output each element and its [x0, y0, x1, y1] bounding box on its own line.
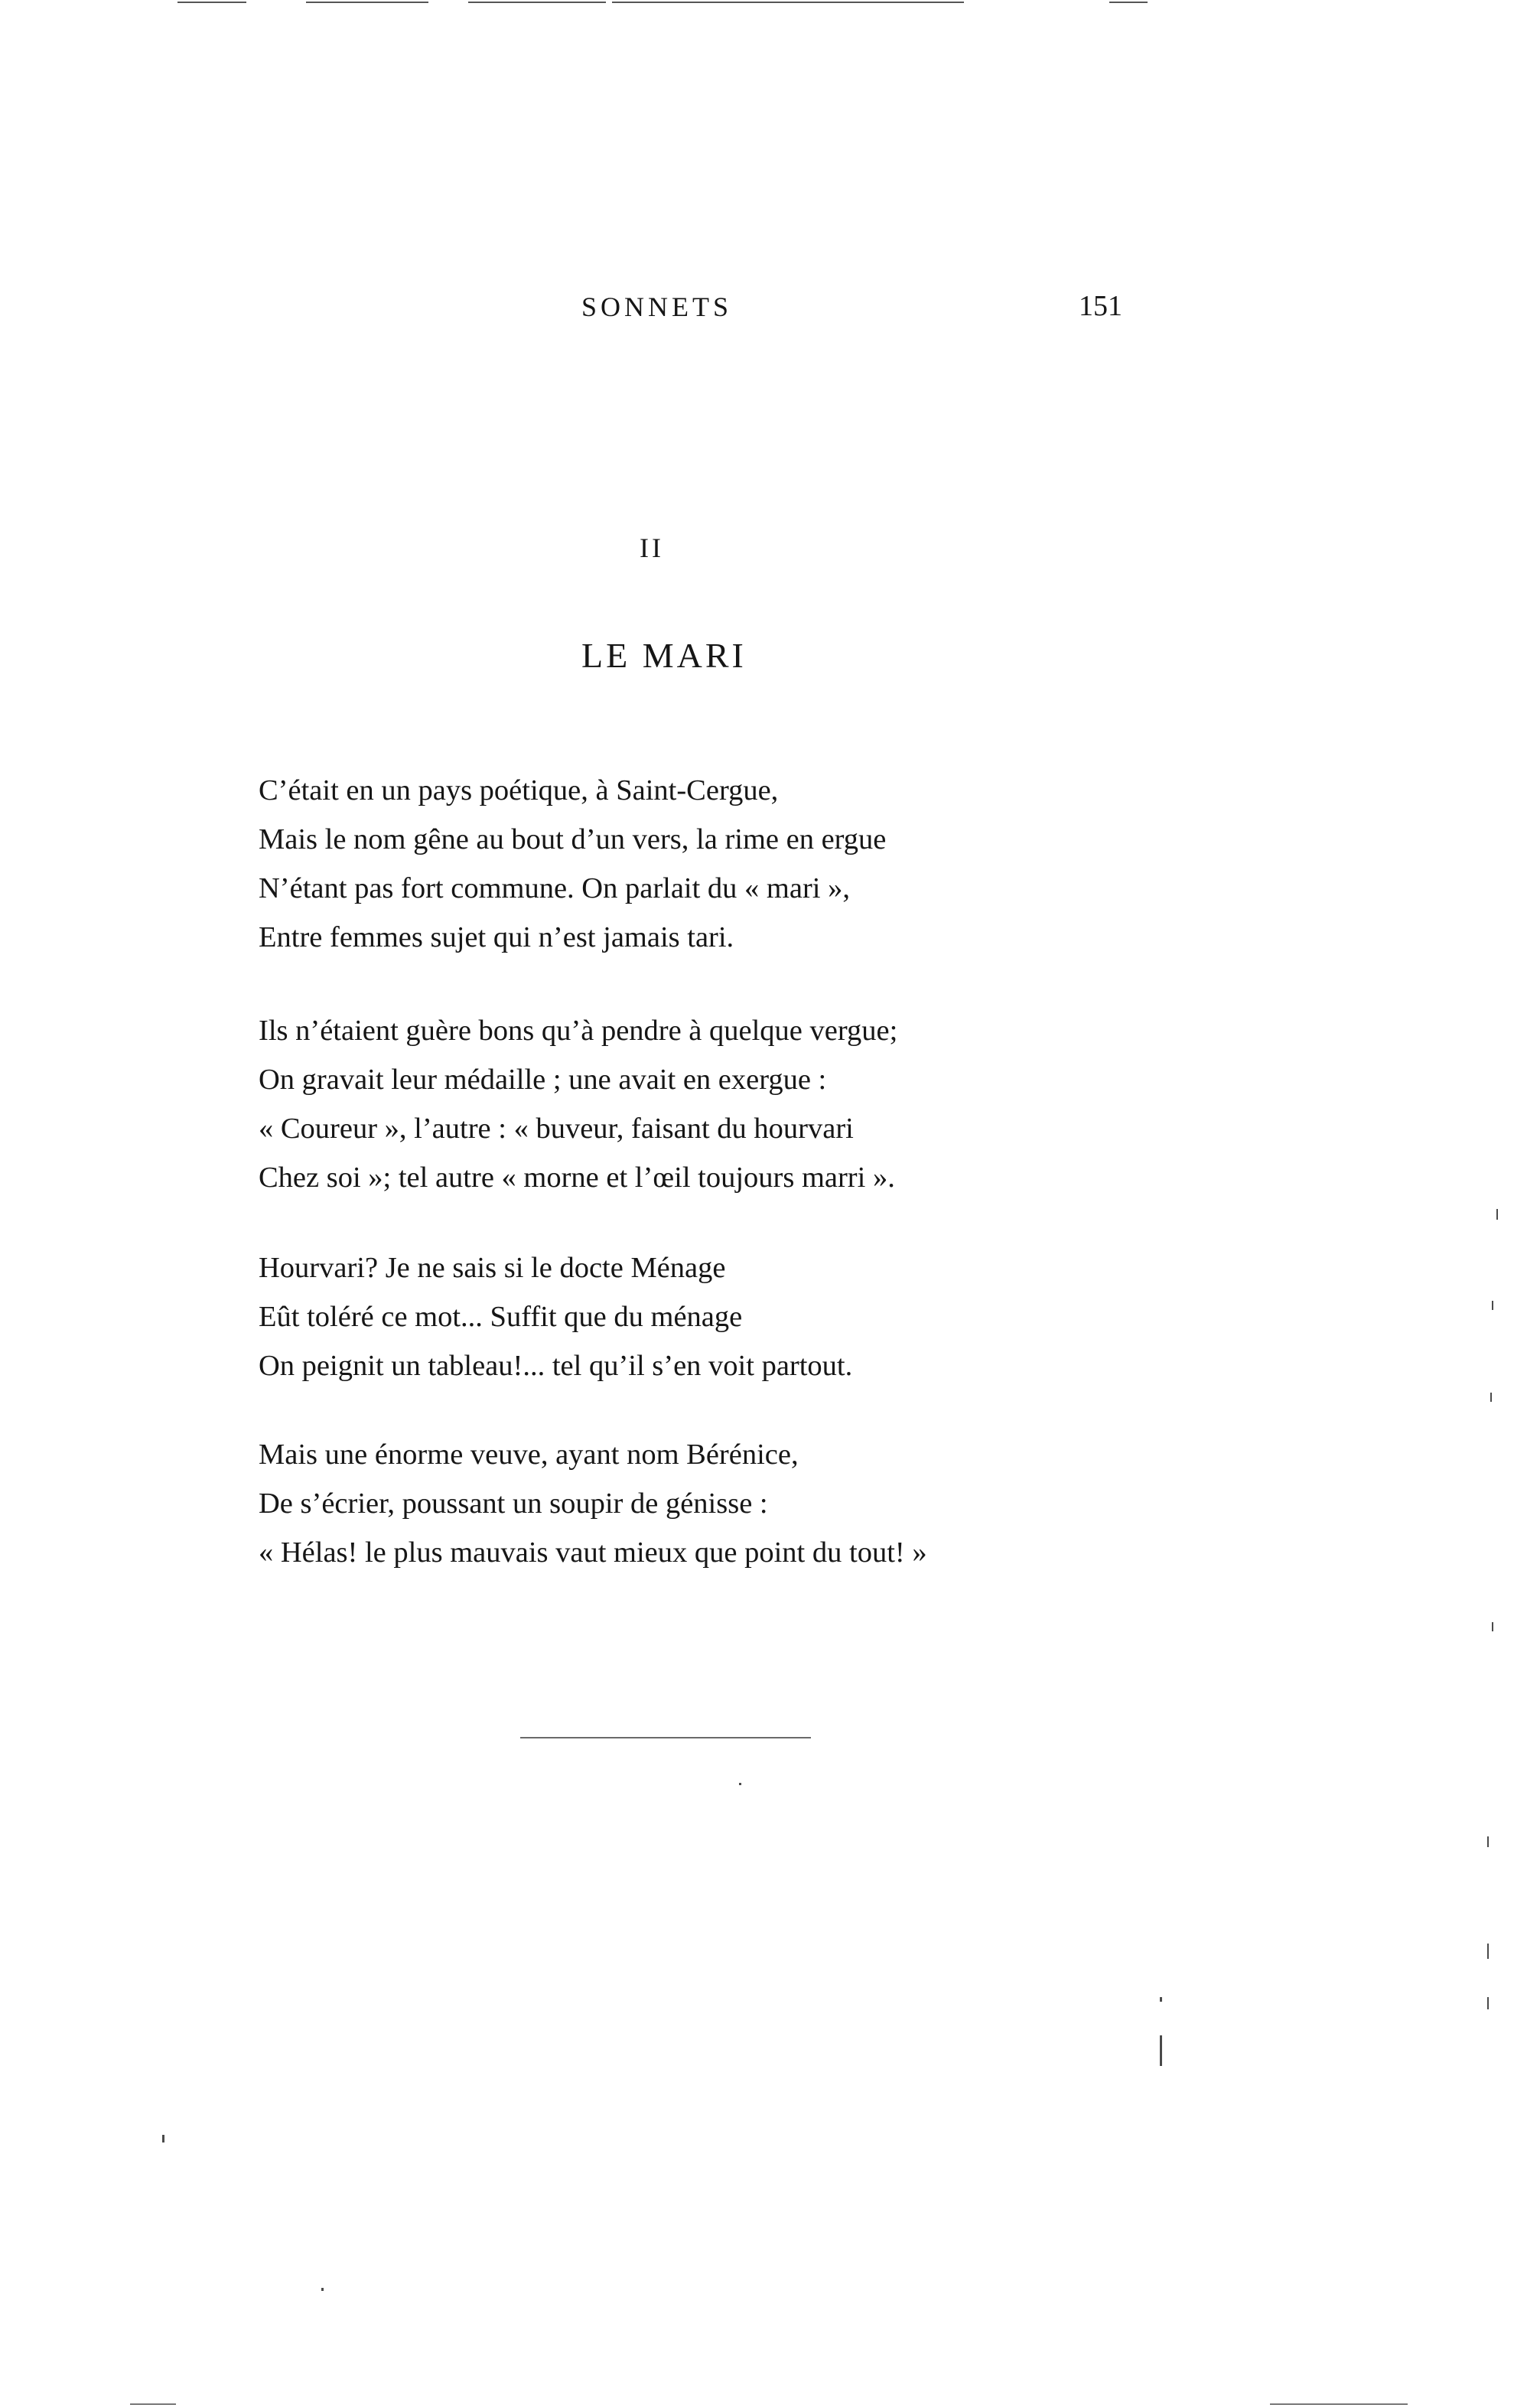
top-edge-rule: [468, 2, 606, 3]
verse-line: On peignit un tableau!... tel qu’il s’en voit partout.: [259, 1350, 853, 1382]
scan-speck: [1492, 1622, 1493, 1631]
bottom-edge-rule: [1270, 2403, 1408, 2405]
running-head: SONNETS: [581, 292, 733, 322]
top-edge-rule: [306, 2, 428, 3]
verse-line: De s’écrier, poussant un soupir de génisse :: [259, 1487, 768, 1520]
verse-line: On gravait leur médaille ; une avait en exergue :: [259, 1064, 827, 1096]
verse-line: Hourvari? Je ne sais si le docte Ménage: [259, 1252, 726, 1284]
stanza: [259, 766, 886, 962]
verse-line: Eût toléré ce mot... Suffit que du ménage: [259, 1301, 743, 1333]
poem-title: LE MARI: [581, 636, 747, 675]
verse-line: « Coureur », l’autre : « buveur, faisant du hourvari: [259, 1113, 854, 1145]
scan-speck: [321, 2288, 324, 2291]
verse-line: Chez soi »; tel autre « morne et l’œil toujours marri ».: [259, 1162, 895, 1194]
section-number: II: [640, 533, 664, 563]
top-edge-rule: [1109, 2, 1148, 3]
scan-speck: [739, 1783, 741, 1785]
top-edge-rule: [177, 2, 246, 3]
verse-line: « Hélas! le plus mauvais vaut mieux que point du tout! »: [259, 1536, 927, 1569]
scan-speck: [162, 2135, 164, 2142]
verse-line: Ils n’étaient guère bons qu’à pendre à quelque vergue;: [259, 1015, 898, 1047]
scan-speck: [1487, 1997, 1489, 2009]
scan-speck: [1490, 1393, 1492, 1402]
stanza: [259, 1430, 927, 1577]
scan-speck: [1160, 2035, 1162, 2066]
top-edge-rule: [612, 2, 964, 3]
verse-line: N’étant pas fort commune. On parlait du « mari »,: [259, 872, 850, 904]
stanza: [259, 1243, 852, 1390]
bottom-edge-rule: [130, 2403, 176, 2405]
end-of-poem-rule: [520, 1737, 811, 1738]
scan-speck: [1496, 1209, 1498, 1220]
verse-line: Entre femmes sujet qui n’est jamais tari.: [259, 921, 734, 953]
page-number: 151: [1079, 290, 1122, 322]
scan-speck: [1487, 1944, 1489, 1959]
verse-line: Mais le nom gêne au bout d’un vers, la rime en ergue: [259, 823, 887, 855]
stanza: [259, 1006, 897, 1202]
scan-speck: [1487, 1836, 1489, 1847]
scan-speck: [1160, 1997, 1162, 2002]
verse-line: Mais une énorme veuve, ayant nom Bérénice,: [259, 1439, 799, 1471]
verse-line: C’était en un pays poétique, à Saint-Cergue,: [259, 774, 779, 806]
scan-speck: [1492, 1301, 1493, 1310]
